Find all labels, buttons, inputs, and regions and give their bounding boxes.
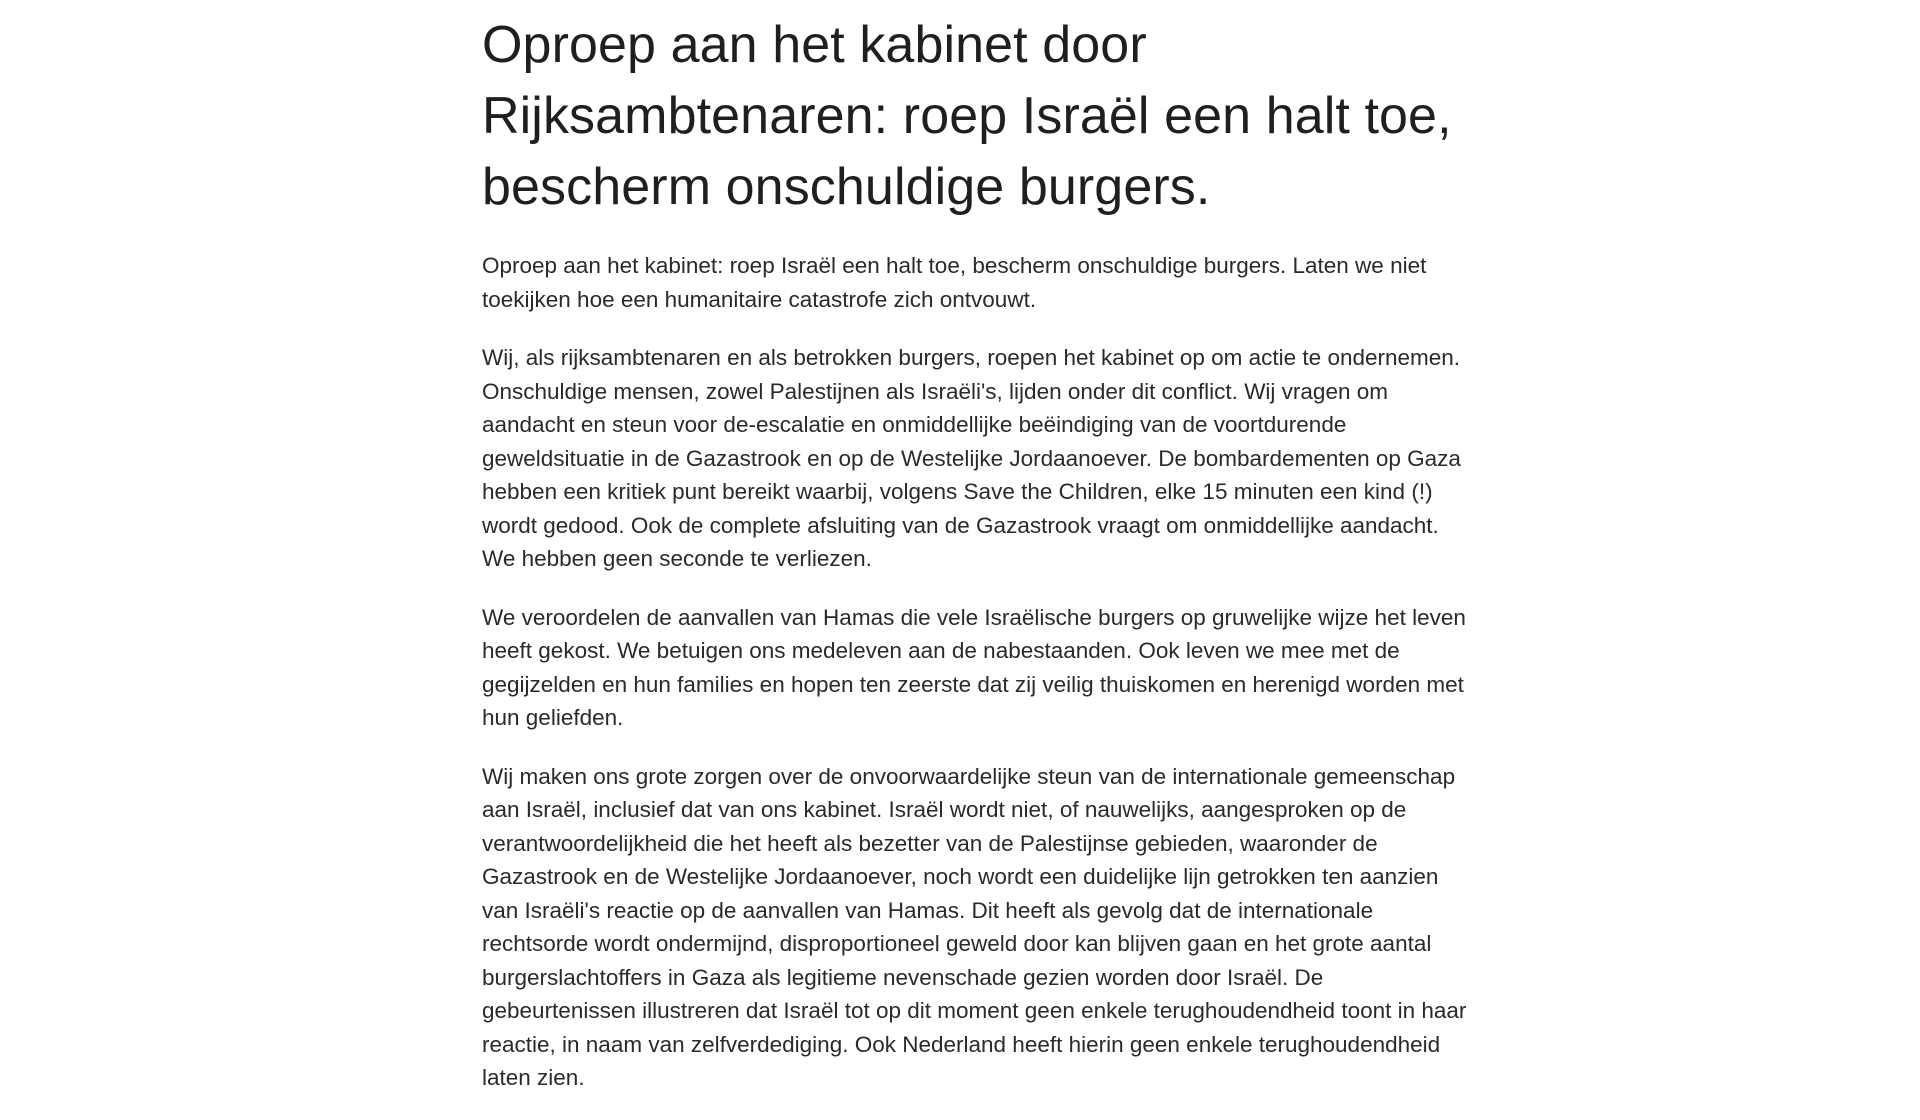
article-paragraph-condemnation: We veroordelen de aanvallen van Hamas die vele Israëlische burgers op gruwelijke wijze het leven heeft gekost. We betuigen ons medeleven aan de nabestaanden. Ook leven we mee met de gegijzelden en hun families en hopen ten zeerste dat zij veilig thuiskomen en herenigd worden met hun geliefden. <box>482 604 1466 730</box>
article <box>482 10 1472 1120</box>
article-paragraph-concerns: Wij maken ons grote zorgen over de onvoorwaardelijke steun van de internationale gemeenschap aan Israël, inclusief dat van ons kabinet. Israël wordt niet, of nauwelijks, aangesproken op de verantwoordelijkheid die het heeft als bezetter van de Palestijnse gebieden, waaronder de Gazastrook en de Westelijke Jordaanoever, noch wordt een duidelijke lijn getrokken ten aanzien van Israëli's reactie op de aanvallen van Hamas. Dit heeft als gevolg dat de internationale rechtsorde wordt ondermijnd, disproportioneel geweld door kan blijven gaan en het grote aantal burgerslachtoffers in Gaza als legitieme nevenschade gezien worden door Israël. De gebeurtenissen illustreren dat Israël tot op dit moment geen enkele terughoudendheid toont in haar reactie, in naam van zelfverdediging. Ook Nederland heeft hierin geen enkele terughoudendheid laten zien. <box>482 763 1467 1090</box>
article-title: Oproep aan het kabinet door Rijksambtenaren: roep Israël een halt toe, bescherm onschuldige burgers. <box>482 16 1452 216</box>
article-paragraph-intro: Oproep aan het kabinet: roep Israël een halt toe, bescherm onschuldige burgers. Laten we niet toekijken hoe een humanitaire catastrofe zich ontvouwt. <box>482 253 1427 312</box>
article-paragraph-call-to-action: Wij, als rijksambtenaren en als betrokken burgers, roepen het kabinet op om actie te ondernemen. Onschuldige mensen, zowel Palestijnen als Israëli's, lijden onder dit conflict. Wij vragen om aandacht en steun voor de-escalatie en onmiddellijke beëindiging van de voortdurende geweldsituatie in de Gazastrook en op de Westelijke Jordaanoever. De bombardementen op Gaza hebben een kritiek punt bereikt waarbij, volgens Save the Children, elke 15 minuten een kind (!) wordt gedood. Ook de complete afsluiting van de Gazastrook vraagt om onmiddellijke aandacht. We hebben geen seconde te verliezen. <box>482 345 1461 571</box>
